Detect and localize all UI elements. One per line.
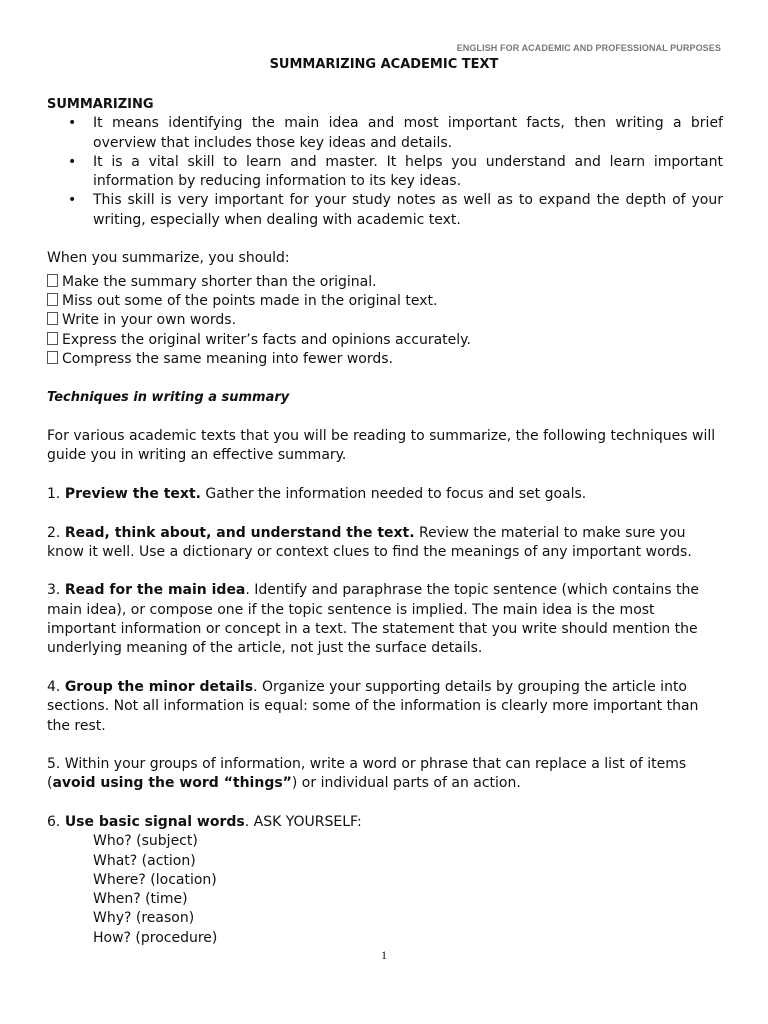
question-item: Why? (reason) — [93, 910, 195, 927]
bullet-text: It is a vital skill to learn and master. It helps you understand and learn important information by reducing information to its key ideas. — [93, 153, 723, 190]
step-text: . Identify and paraphrase the topic sentence (which contains the main idea), or compose one if the topic sentence is implied. The main idea is the most important information or concept in a text. The statement that you write should mention the underlying meaning of the article, not just the surface details. — [47, 582, 699, 657]
step-number: 1. — [47, 485, 65, 502]
question-item: How? (procedure) — [93, 929, 218, 946]
technique-step — [47, 581, 723, 658]
technique-step — [47, 755, 723, 794]
checklist-item — [47, 331, 723, 350]
step-text: 5. Within your groups of information, write a word or phrase that can replace a list of items ( — [47, 756, 687, 792]
checklist-item — [47, 273, 723, 292]
question-item: Who? (subject) — [93, 833, 198, 850]
techniques-intro: For various academic texts that you will be reading to summarize, the following techniques will guide you in writing an effective summary. — [47, 428, 716, 464]
checkbox-icon — [47, 293, 58, 306]
bullet-icon: • — [68, 153, 77, 170]
bullet-text: It means identifying the main idea and most important facts, then writing a brief overview that includes those key ideas and details. — [93, 115, 723, 151]
page-number: 1 — [381, 948, 387, 962]
step-text: ) or individual parts of an action. — [291, 775, 521, 792]
step-emphasis: avoid using the word “things” — [52, 775, 292, 792]
checkbox-icon — [47, 351, 58, 364]
step-number: 2. — [47, 524, 65, 541]
step-title: Preview the text. — [64, 485, 201, 502]
checklist-item — [47, 311, 723, 330]
checklist-text: Express the original writer’s facts and opinions accurately. — [62, 331, 471, 348]
should-checklist — [47, 273, 723, 369]
bullet-text: This skill is very important for your study notes as well as to expand the depth of your writing, especially when dealing with academic text. — [93, 192, 723, 228]
question-item: When? (time) — [93, 891, 188, 908]
step-number: 3. — [47, 582, 65, 599]
checklist-text: Compress the same meaning into fewer words. — [62, 350, 394, 367]
section-heading-summarizing: SUMMARIZING — [47, 97, 154, 112]
document-title: SUMMARIZING ACADEMIC TEXT — [269, 57, 499, 72]
bullet-icon: • — [68, 115, 77, 132]
bullet-icon: • — [68, 192, 77, 209]
step-title: Read, think about, and understand the text. — [64, 524, 415, 541]
bullet-item — [68, 153, 723, 192]
technique-step — [47, 813, 723, 832]
step-title: Use basic signal words — [64, 813, 245, 830]
step-title: Group the minor details — [64, 678, 254, 695]
technique-step — [47, 524, 723, 563]
bullet-item — [68, 114, 723, 153]
bullet-item — [68, 191, 723, 230]
technique-step — [47, 485, 723, 504]
step-text: . Organize your supporting details by grouping the article into sections. Not all information is equal: some of the information is clearly more important than the rest. — [47, 678, 699, 734]
step-number: 6. — [47, 813, 65, 830]
question-list — [47, 832, 723, 948]
checkbox-icon — [47, 312, 58, 325]
step-title: Read for the main idea — [64, 582, 246, 599]
checklist-text: Write in your own words. — [62, 312, 237, 329]
document-body — [47, 95, 723, 948]
step-text: Review the material to make sure you know it well. Use a dictionary or context clues to find the meanings of any important words. — [47, 524, 692, 560]
technique-step — [47, 678, 723, 736]
question-item: What? (action) — [93, 852, 196, 869]
question-item: Where? (location) — [93, 871, 217, 888]
should-intro: When you summarize, you should: — [47, 250, 290, 267]
summarizing-bullet-list — [47, 114, 723, 230]
checkbox-icon — [47, 274, 58, 287]
checkbox-icon — [47, 332, 58, 345]
step-text: Gather the information needed to focus and set goals. — [200, 485, 587, 502]
checklist-item — [47, 292, 723, 311]
section-heading-techniques: Techniques in writing a summary — [47, 390, 290, 406]
checklist-text: Make the summary shorter than the original. — [62, 273, 377, 290]
step-text: . ASK YOURSELF: — [244, 813, 362, 830]
checklist-text: Miss out some of the points made in the original text. — [62, 292, 438, 309]
checklist-item — [47, 350, 723, 369]
running-header: ENGLISH FOR ACADEMIC AND PROFESSIONAL PURPOSES — [456, 43, 721, 53]
step-number: 4. — [47, 678, 65, 695]
